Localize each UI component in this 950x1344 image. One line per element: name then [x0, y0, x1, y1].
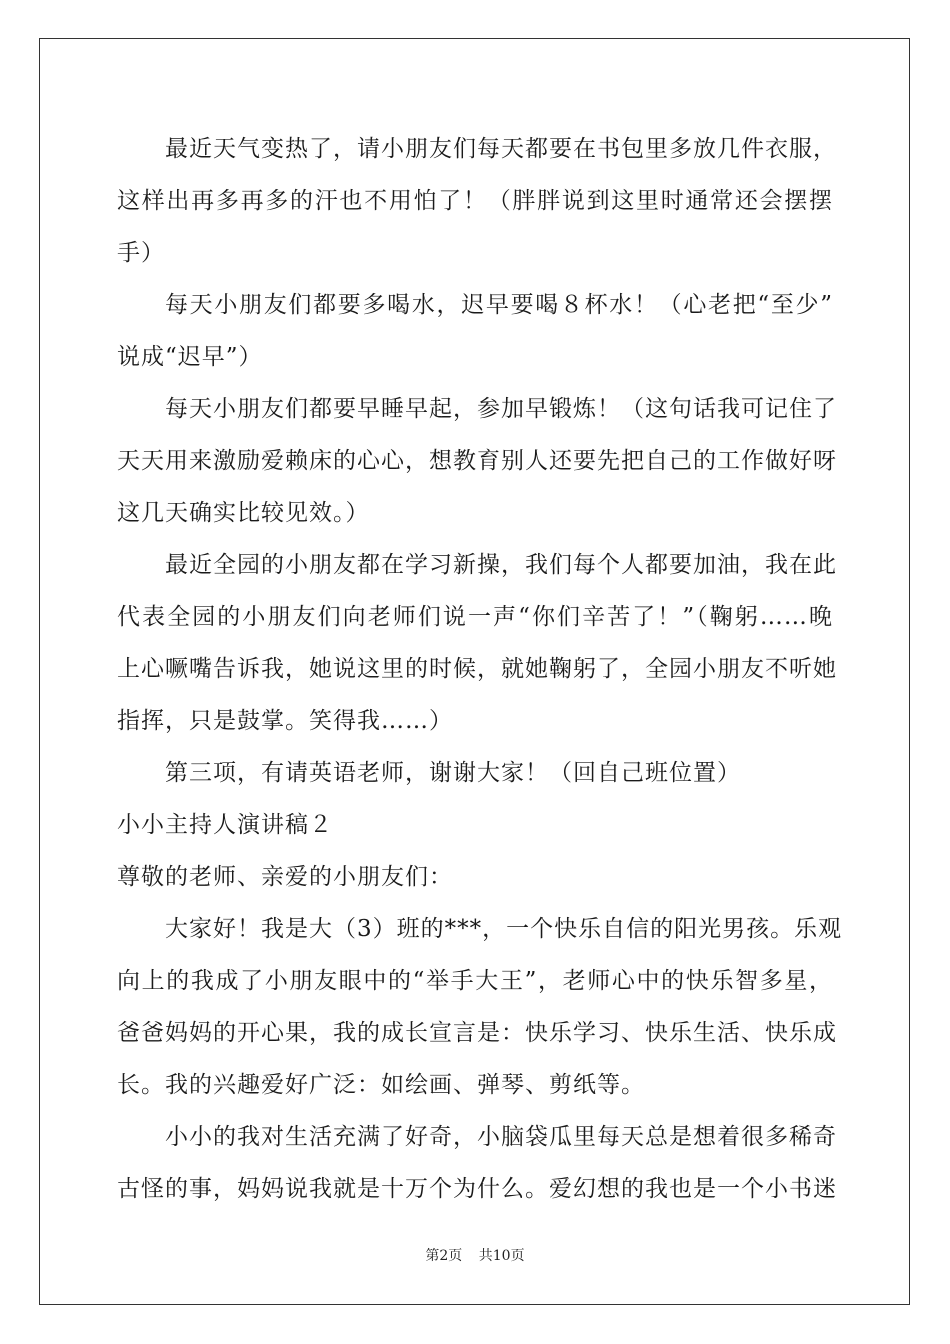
text-line: 说成“迟早”）	[117, 344, 263, 370]
text-line: 这几天确实比较见效。）	[117, 500, 370, 526]
paragraph	[117, 539, 837, 747]
text-line: 最近天气变热了，请小朋友们每天都要在书包里多放几件衣服，	[165, 136, 837, 162]
paragraph	[117, 903, 843, 1111]
text-line: 第三项，有请英语老师，谢谢大家！（回自己班位置）	[165, 760, 741, 786]
text-line: 上心噘嘴告诉我，她说这里的时候，就她鞠躬了，全园小朋友不听她	[117, 656, 837, 682]
text-line: 向上的我成了小朋友眼中的“举手大王”，老师心中的快乐智多星，	[117, 968, 833, 994]
text-line: 尊敬的老师、亲爱的小朋友们：	[117, 864, 453, 890]
text-line: 长。我的兴趣爱好广泛：如绘画、弹琴、剪纸等。	[117, 1072, 645, 1098]
text-line: 这样出再多再多的汗也不用怕了！（胖胖说到这里时通常还会摆摆	[117, 188, 833, 214]
text-line: 天天用来激励爱赖床的心心，想教育别人还要先把自己的工作做好呀	[117, 448, 837, 474]
text-line: 每天小朋友们都要早睡早起，参加早锻炼！（这句话我可记住了	[165, 396, 837, 422]
text-line: 爸爸妈妈的开心果，我的成长宣言是：快乐学习、快乐生活、快乐成	[117, 1020, 837, 1046]
paragraph	[117, 747, 833, 799]
document-body	[117, 123, 843, 1215]
paragraph	[117, 279, 833, 383]
page-total: 共10页	[478, 1248, 525, 1264]
text-line: 小小的我对生活充满了好奇，小脑袋瓜里每天总是想着很多稀奇	[165, 1124, 837, 1150]
page-number: 第2页	[425, 1248, 463, 1264]
paragraph	[117, 123, 837, 279]
text-line: 小小主持人演讲稿２	[117, 812, 333, 838]
paragraph	[117, 1111, 837, 1215]
salutation	[117, 851, 833, 903]
text-line: 最近全园的小朋友都在学习新操，我们每个人都要加油，我在此	[165, 552, 837, 578]
text-line: 每天小朋友们都要多喝水，迟早要喝８杯水！（心老把“至少”	[165, 292, 833, 318]
section-title	[117, 799, 833, 851]
paragraph	[117, 383, 837, 539]
text-line: 指挥，只是鼓掌。笑得我……）	[117, 708, 453, 734]
text-line: 代表全园的小朋友们向老师们说一声“你们辛苦了！”（鞠躬……晚	[117, 604, 833, 630]
text-line: 大家好！我是大（3）班的***，一个快乐自信的阳光男孩。乐观	[165, 916, 843, 942]
text-line: 手）	[117, 240, 165, 266]
text-line: 古怪的事，妈妈说我就是十万个为什么。爱幻想的我也是一个小书迷	[117, 1176, 837, 1202]
page-footer	[0, 1245, 950, 1265]
